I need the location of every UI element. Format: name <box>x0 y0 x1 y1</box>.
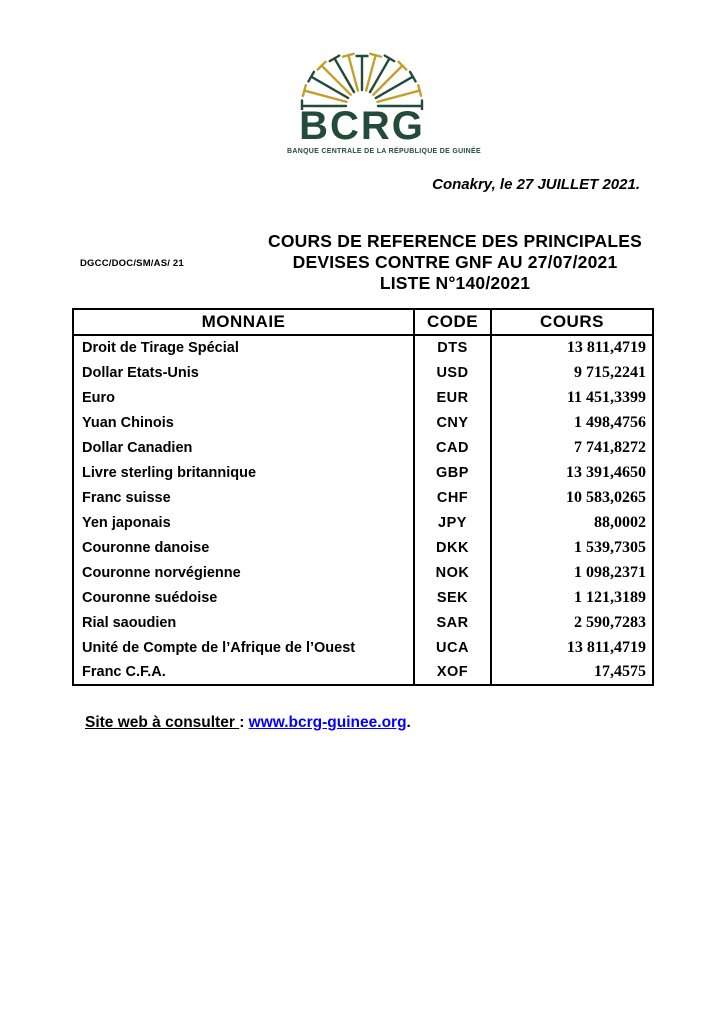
bcrg-logo <box>287 42 481 155</box>
website-note <box>85 714 411 732</box>
title-line-1: COURS DE REFERENCE DES PRINCIPALES <box>267 231 643 251</box>
reference-code: DGCC/DOC/SM/AS/ 21 <box>80 258 184 269</box>
exchange-rate-cell: 13 811,4719 <box>566 638 646 656</box>
table-row <box>73 335 653 360</box>
website-label: Site web à consulter <box>85 714 240 731</box>
exchange-rate-cell: 1 498,4756 <box>574 413 646 431</box>
table-row <box>73 460 653 485</box>
currency-code-cell: GBP <box>414 460 491 485</box>
currency-name-cell: Couronne norvégienne <box>82 564 241 581</box>
currency-name-cell: Euro <box>82 389 116 406</box>
currency-name-cell: Livre sterling britannique <box>82 464 257 481</box>
exchange-rate-cell: 17,4575 <box>594 663 646 680</box>
currency-name-cell: Franc suisse <box>82 489 171 506</box>
currency-name-cell: Couronne danoise <box>82 539 210 556</box>
exchange-rate-cell: 88,0002 <box>594 513 646 531</box>
logo-subtitle: BANQUE CENTRALE DE LA RÉPUBLIQUE DE GUINÉE <box>287 148 481 155</box>
currency-name-cell: Couronne suédoise <box>82 589 218 606</box>
currency-name-cell: Dollar Etats-Unis <box>82 364 199 381</box>
website-suffix: . <box>406 714 411 731</box>
currency-code-cell: UCA <box>414 635 491 660</box>
currency-code-cell: CNY <box>414 410 491 435</box>
currency-code-cell: SEK <box>414 585 491 610</box>
exchange-rate-cell: 1 098,2371 <box>574 563 646 581</box>
header-monnaie: MONNAIE <box>73 309 414 335</box>
currency-name-cell: Yuan Chinois <box>82 414 174 431</box>
exchange-rate-cell: 1 121,3189 <box>574 588 646 606</box>
currency-name-cell: Droit de Tirage Spécial <box>82 340 239 356</box>
exchange-rate-cell: 13 391,4650 <box>566 463 646 481</box>
logo-acronym: BCRG <box>299 104 425 148</box>
currency-code-cell: SAR <box>414 610 491 635</box>
document-title <box>262 231 648 294</box>
table-row <box>73 385 653 410</box>
currency-code-cell: NOK <box>414 560 491 585</box>
table-row <box>73 610 653 635</box>
exchange-rate-cell: 10 583,0265 <box>566 488 646 506</box>
currency-code-cell: EUR <box>414 385 491 410</box>
currency-code-cell: XOF <box>414 660 491 685</box>
title-line-3: LISTE N°140/2021 <box>379 273 531 293</box>
exchange-rate-cell: 13 811,4719 <box>566 339 646 356</box>
table-row <box>73 585 653 610</box>
table-row <box>73 660 653 685</box>
currency-name-cell: Dollar Canadien <box>82 439 193 456</box>
table-row <box>73 485 653 510</box>
exchange-rate-cell: 9 715,2241 <box>574 363 646 381</box>
exchange-rate-cell: 7 741,8272 <box>574 438 646 456</box>
currency-code-cell: USD <box>414 360 491 385</box>
header-code: CODE <box>414 309 491 335</box>
table-row <box>73 410 653 435</box>
website-link[interactable]: www.bcrg-guinee.org <box>248 714 407 731</box>
currency-code-cell: DKK <box>414 535 491 560</box>
currency-code-cell: CHF <box>414 485 491 510</box>
currency-code-cell: DTS <box>414 335 491 360</box>
currency-name-cell: Franc C.F.A. <box>82 664 166 680</box>
header-cours: COURS <box>491 309 653 335</box>
table-row <box>73 510 653 535</box>
currency-code-cell: CAD <box>414 435 491 460</box>
currency-name-cell: Rial saoudien <box>82 614 177 631</box>
exchange-rate-cell: 11 451,3399 <box>566 388 646 406</box>
currency-name-cell: Unité de Compte de l’Afrique de l’Ouest <box>82 639 356 656</box>
website-separator: : <box>239 714 249 731</box>
dateline: Conakry, le 27 JUILLET 2021. <box>432 176 640 193</box>
table-row <box>73 535 653 560</box>
table-row <box>73 635 653 660</box>
exchange-rate-cell: 2 590,7283 <box>574 613 646 631</box>
title-line-2: DEVISES CONTRE GNF AU 27/07/2021 <box>292 252 618 272</box>
exchange-rate-cell: 1 539,7305 <box>574 538 646 556</box>
currency-code-cell: JPY <box>414 510 491 535</box>
table-row <box>73 360 653 385</box>
rates-table <box>72 308 654 686</box>
table-header-row <box>73 309 653 335</box>
table-row <box>73 560 653 585</box>
currency-name-cell: Yen japonais <box>82 514 171 531</box>
table-row <box>73 435 653 460</box>
logo-rays-icon <box>294 42 430 110</box>
